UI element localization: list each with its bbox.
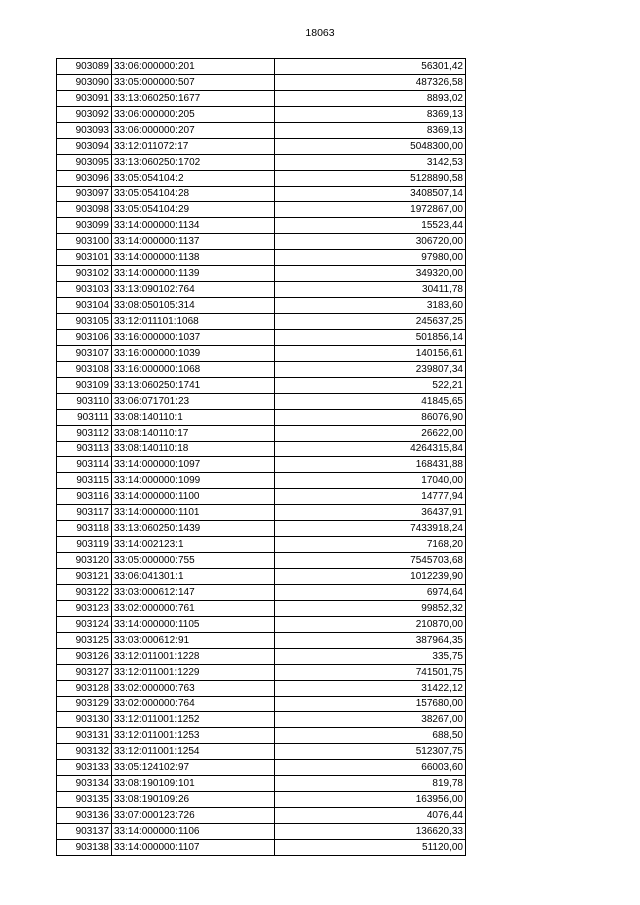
cadastral-number-cell: 33:12:011001:1252 bbox=[112, 712, 275, 728]
cadastral-number-cell: 33:12:011001:1254 bbox=[112, 744, 275, 760]
table-row bbox=[57, 760, 466, 776]
row-number-cell: 903097 bbox=[57, 186, 112, 202]
table-body bbox=[57, 59, 466, 856]
value-cell: 6974,64 bbox=[275, 584, 466, 600]
value-cell: 86076,90 bbox=[275, 409, 466, 425]
cadastral-number-cell: 33:03:000612:91 bbox=[112, 632, 275, 648]
row-number-cell: 903111 bbox=[57, 409, 112, 425]
table-row bbox=[57, 600, 466, 616]
row-number-cell: 903135 bbox=[57, 792, 112, 808]
table-row bbox=[57, 521, 466, 537]
cadastral-number-cell: 33:14:000000:1134 bbox=[112, 218, 275, 234]
cadastral-number-cell: 33:05:054104:2 bbox=[112, 170, 275, 186]
cadastral-number-cell: 33:06:000000:201 bbox=[112, 59, 275, 75]
row-number-cell: 903114 bbox=[57, 457, 112, 473]
cadastral-number-cell: 33:12:011101:1068 bbox=[112, 314, 275, 330]
cadastral-number-cell: 33:14:000000:1105 bbox=[112, 616, 275, 632]
cadastral-number-cell: 33:16:000000:1037 bbox=[112, 329, 275, 345]
value-cell: 56301,42 bbox=[275, 59, 466, 75]
row-number-cell: 903122 bbox=[57, 584, 112, 600]
cadastral-number-cell: 33:05:000000:507 bbox=[112, 74, 275, 90]
cadastral-number-cell: 33:14:000000:1137 bbox=[112, 234, 275, 250]
table-row bbox=[57, 282, 466, 298]
cadastral-number-cell: 33:03:000612:147 bbox=[112, 584, 275, 600]
cadastral-number-cell: 33:13:090102:764 bbox=[112, 282, 275, 298]
cadastral-number-cell: 33:06:000000:205 bbox=[112, 106, 275, 122]
cadastral-number-cell: 33:12:011001:1253 bbox=[112, 728, 275, 744]
table-row bbox=[57, 457, 466, 473]
value-cell: 522,21 bbox=[275, 377, 466, 393]
row-number-cell: 903090 bbox=[57, 74, 112, 90]
row-number-cell: 903115 bbox=[57, 473, 112, 489]
cadastral-number-cell: 33:06:071701:23 bbox=[112, 393, 275, 409]
table-row bbox=[57, 202, 466, 218]
table-row bbox=[57, 345, 466, 361]
value-cell: 17040,00 bbox=[275, 473, 466, 489]
cadastral-number-cell: 33:12:011072:17 bbox=[112, 138, 275, 154]
value-cell: 487326,58 bbox=[275, 74, 466, 90]
row-number-cell: 903118 bbox=[57, 521, 112, 537]
row-number-cell: 903093 bbox=[57, 122, 112, 138]
cadastral-number-cell: 33:06:000000:207 bbox=[112, 122, 275, 138]
table-row bbox=[57, 792, 466, 808]
cadastral-number-cell: 33:14:000000:1106 bbox=[112, 824, 275, 840]
row-number-cell: 903131 bbox=[57, 728, 112, 744]
cadastral-number-cell: 33:02:000000:764 bbox=[112, 696, 275, 712]
cadastral-number-cell: 33:06:041301:1 bbox=[112, 569, 275, 585]
row-number-cell: 903091 bbox=[57, 90, 112, 106]
cadastral-number-cell: 33:14:000000:1100 bbox=[112, 489, 275, 505]
value-cell: 66003,60 bbox=[275, 760, 466, 776]
value-cell: 306720,00 bbox=[275, 234, 466, 250]
value-cell: 387964,35 bbox=[275, 632, 466, 648]
cadastral-number-cell: 33:02:000000:763 bbox=[112, 680, 275, 696]
row-number-cell: 903130 bbox=[57, 712, 112, 728]
table-row bbox=[57, 186, 466, 202]
page-number: 18063 bbox=[305, 27, 335, 39]
value-cell: 157680,00 bbox=[275, 696, 466, 712]
cadastral-number-cell: 33:14:000000:1139 bbox=[112, 266, 275, 282]
table-row bbox=[57, 489, 466, 505]
cadastral-number-cell: 33:12:011001:1229 bbox=[112, 664, 275, 680]
row-number-cell: 903089 bbox=[57, 59, 112, 75]
row-number-cell: 903106 bbox=[57, 329, 112, 345]
table-row bbox=[57, 393, 466, 409]
value-cell: 15523,44 bbox=[275, 218, 466, 234]
row-number-cell: 903132 bbox=[57, 744, 112, 760]
cadastral-number-cell: 33:13:060250:1702 bbox=[112, 154, 275, 170]
table-row bbox=[57, 250, 466, 266]
row-number-cell: 903105 bbox=[57, 314, 112, 330]
row-number-cell: 903128 bbox=[57, 680, 112, 696]
value-cell: 163956,00 bbox=[275, 792, 466, 808]
cadastral-number-cell: 33:12:011001:1228 bbox=[112, 648, 275, 664]
row-number-cell: 903113 bbox=[57, 441, 112, 457]
cadastral-number-cell: 33:05:000000:755 bbox=[112, 553, 275, 569]
cadastral-number-cell: 33:13:060250:1677 bbox=[112, 90, 275, 106]
row-number-cell: 903100 bbox=[57, 234, 112, 250]
table-row bbox=[57, 712, 466, 728]
row-number-cell: 903137 bbox=[57, 824, 112, 840]
row-number-cell: 903107 bbox=[57, 345, 112, 361]
table-row bbox=[57, 632, 466, 648]
row-number-cell: 903134 bbox=[57, 776, 112, 792]
cadastral-number-cell: 33:08:050105:314 bbox=[112, 298, 275, 314]
table-row bbox=[57, 314, 466, 330]
table-row bbox=[57, 696, 466, 712]
table-row bbox=[57, 824, 466, 840]
row-number-cell: 903095 bbox=[57, 154, 112, 170]
cadastral-number-cell: 33:08:190109:101 bbox=[112, 776, 275, 792]
table-row bbox=[57, 90, 466, 106]
value-cell: 5048300,00 bbox=[275, 138, 466, 154]
row-number-cell: 903116 bbox=[57, 489, 112, 505]
table-row bbox=[57, 138, 466, 154]
value-cell: 3142,53 bbox=[275, 154, 466, 170]
row-number-cell: 903127 bbox=[57, 664, 112, 680]
table-row bbox=[57, 616, 466, 632]
row-number-cell: 903125 bbox=[57, 632, 112, 648]
value-cell: 245637,25 bbox=[275, 314, 466, 330]
value-cell: 14777,94 bbox=[275, 489, 466, 505]
value-cell: 239807,34 bbox=[275, 361, 466, 377]
cadastral-number-cell: 33:08:140110:1 bbox=[112, 409, 275, 425]
cadastral-number-cell: 33:14:000000:1099 bbox=[112, 473, 275, 489]
value-cell: 136620,33 bbox=[275, 824, 466, 840]
row-number-cell: 903133 bbox=[57, 760, 112, 776]
cadastral-number-cell: 33:05:124102:97 bbox=[112, 760, 275, 776]
table-row bbox=[57, 744, 466, 760]
value-cell: 349320,00 bbox=[275, 266, 466, 282]
row-number-cell: 903119 bbox=[57, 537, 112, 553]
value-cell: 168431,88 bbox=[275, 457, 466, 473]
value-cell: 3183,60 bbox=[275, 298, 466, 314]
cadastral-number-cell: 33:05:054104:28 bbox=[112, 186, 275, 202]
value-cell: 31422,12 bbox=[275, 680, 466, 696]
cadastral-number-cell: 33:08:140110:18 bbox=[112, 441, 275, 457]
row-number-cell: 903102 bbox=[57, 266, 112, 282]
table-row bbox=[57, 154, 466, 170]
value-cell: 819,78 bbox=[275, 776, 466, 792]
row-number-cell: 903109 bbox=[57, 377, 112, 393]
row-number-cell: 903101 bbox=[57, 250, 112, 266]
row-number-cell: 903110 bbox=[57, 393, 112, 409]
value-cell: 8893,02 bbox=[275, 90, 466, 106]
table-row bbox=[57, 728, 466, 744]
cadastral-number-cell: 33:14:000000:1107 bbox=[112, 839, 275, 855]
cadastral-number-cell: 33:14:002123:1 bbox=[112, 537, 275, 553]
table-row bbox=[57, 648, 466, 664]
table-row bbox=[57, 218, 466, 234]
row-number-cell: 903121 bbox=[57, 569, 112, 585]
table-row bbox=[57, 122, 466, 138]
value-cell: 99852,32 bbox=[275, 600, 466, 616]
row-number-cell: 903103 bbox=[57, 282, 112, 298]
row-number-cell: 903092 bbox=[57, 106, 112, 122]
value-cell: 512307,75 bbox=[275, 744, 466, 760]
cadastral-number-cell: 33:02:000000:761 bbox=[112, 600, 275, 616]
row-number-cell: 903120 bbox=[57, 553, 112, 569]
value-cell: 741501,75 bbox=[275, 664, 466, 680]
value-cell: 26622,00 bbox=[275, 425, 466, 441]
row-number-cell: 903124 bbox=[57, 616, 112, 632]
cadastral-number-cell: 33:08:140110:17 bbox=[112, 425, 275, 441]
value-cell: 335,75 bbox=[275, 648, 466, 664]
value-cell: 1012239,90 bbox=[275, 569, 466, 585]
row-number-cell: 903112 bbox=[57, 425, 112, 441]
row-number-cell: 903094 bbox=[57, 138, 112, 154]
value-cell: 8369,13 bbox=[275, 122, 466, 138]
row-number-cell: 903117 bbox=[57, 505, 112, 521]
value-cell: 51120,00 bbox=[275, 839, 466, 855]
table-row bbox=[57, 473, 466, 489]
row-number-cell: 903126 bbox=[57, 648, 112, 664]
value-cell: 97980,00 bbox=[275, 250, 466, 266]
table-row bbox=[57, 680, 466, 696]
value-cell: 4264315,84 bbox=[275, 441, 466, 457]
row-number-cell: 903108 bbox=[57, 361, 112, 377]
table-row bbox=[57, 425, 466, 441]
table-row bbox=[57, 505, 466, 521]
cadastral-number-cell: 33:13:060250:1439 bbox=[112, 521, 275, 537]
table-row bbox=[57, 170, 466, 186]
value-cell: 4076,44 bbox=[275, 808, 466, 824]
value-cell: 7168,20 bbox=[275, 537, 466, 553]
value-cell: 5128890,58 bbox=[275, 170, 466, 186]
cadastral-number-cell: 33:16:000000:1039 bbox=[112, 345, 275, 361]
cadastral-number-cell: 33:16:000000:1068 bbox=[112, 361, 275, 377]
row-number-cell: 903138 bbox=[57, 839, 112, 855]
value-cell: 8369,13 bbox=[275, 106, 466, 122]
value-cell: 7433918,24 bbox=[275, 521, 466, 537]
table-row bbox=[57, 329, 466, 345]
cadastral-value-table bbox=[56, 58, 466, 856]
table-row bbox=[57, 537, 466, 553]
value-cell: 7545703,68 bbox=[275, 553, 466, 569]
row-number-cell: 903129 bbox=[57, 696, 112, 712]
table-row bbox=[57, 59, 466, 75]
row-number-cell: 903136 bbox=[57, 808, 112, 824]
table-row bbox=[57, 234, 466, 250]
table-row bbox=[57, 106, 466, 122]
value-cell: 38267,00 bbox=[275, 712, 466, 728]
table-row bbox=[57, 664, 466, 680]
row-number-cell: 903096 bbox=[57, 170, 112, 186]
row-number-cell: 903099 bbox=[57, 218, 112, 234]
cadastral-number-cell: 33:14:000000:1101 bbox=[112, 505, 275, 521]
cadastral-number-cell: 33:14:000000:1138 bbox=[112, 250, 275, 266]
table-row bbox=[57, 377, 466, 393]
table-row bbox=[57, 808, 466, 824]
value-cell: 41845,65 bbox=[275, 393, 466, 409]
value-cell: 30411,78 bbox=[275, 282, 466, 298]
cadastral-number-cell: 33:14:000000:1097 bbox=[112, 457, 275, 473]
value-cell: 36437,91 bbox=[275, 505, 466, 521]
value-cell: 1972867,00 bbox=[275, 202, 466, 218]
table-row bbox=[57, 569, 466, 585]
cadastral-number-cell: 33:13:060250:1741 bbox=[112, 377, 275, 393]
table-row bbox=[57, 441, 466, 457]
row-number-cell: 903123 bbox=[57, 600, 112, 616]
row-number-cell: 903104 bbox=[57, 298, 112, 314]
table-row bbox=[57, 839, 466, 855]
value-cell: 140156,61 bbox=[275, 345, 466, 361]
table-row bbox=[57, 776, 466, 792]
table-row bbox=[57, 553, 466, 569]
value-cell: 501856,14 bbox=[275, 329, 466, 345]
value-cell: 3408507,14 bbox=[275, 186, 466, 202]
table-row bbox=[57, 361, 466, 377]
cadastral-number-cell: 33:08:190109:26 bbox=[112, 792, 275, 808]
table-row bbox=[57, 584, 466, 600]
value-cell: 210870,00 bbox=[275, 616, 466, 632]
table-row bbox=[57, 74, 466, 90]
row-number-cell: 903098 bbox=[57, 202, 112, 218]
cadastral-number-cell: 33:07:000123:726 bbox=[112, 808, 275, 824]
table-row bbox=[57, 298, 466, 314]
value-cell: 688,50 bbox=[275, 728, 466, 744]
table-row bbox=[57, 409, 466, 425]
table-row bbox=[57, 266, 466, 282]
cadastral-number-cell: 33:05:054104:29 bbox=[112, 202, 275, 218]
